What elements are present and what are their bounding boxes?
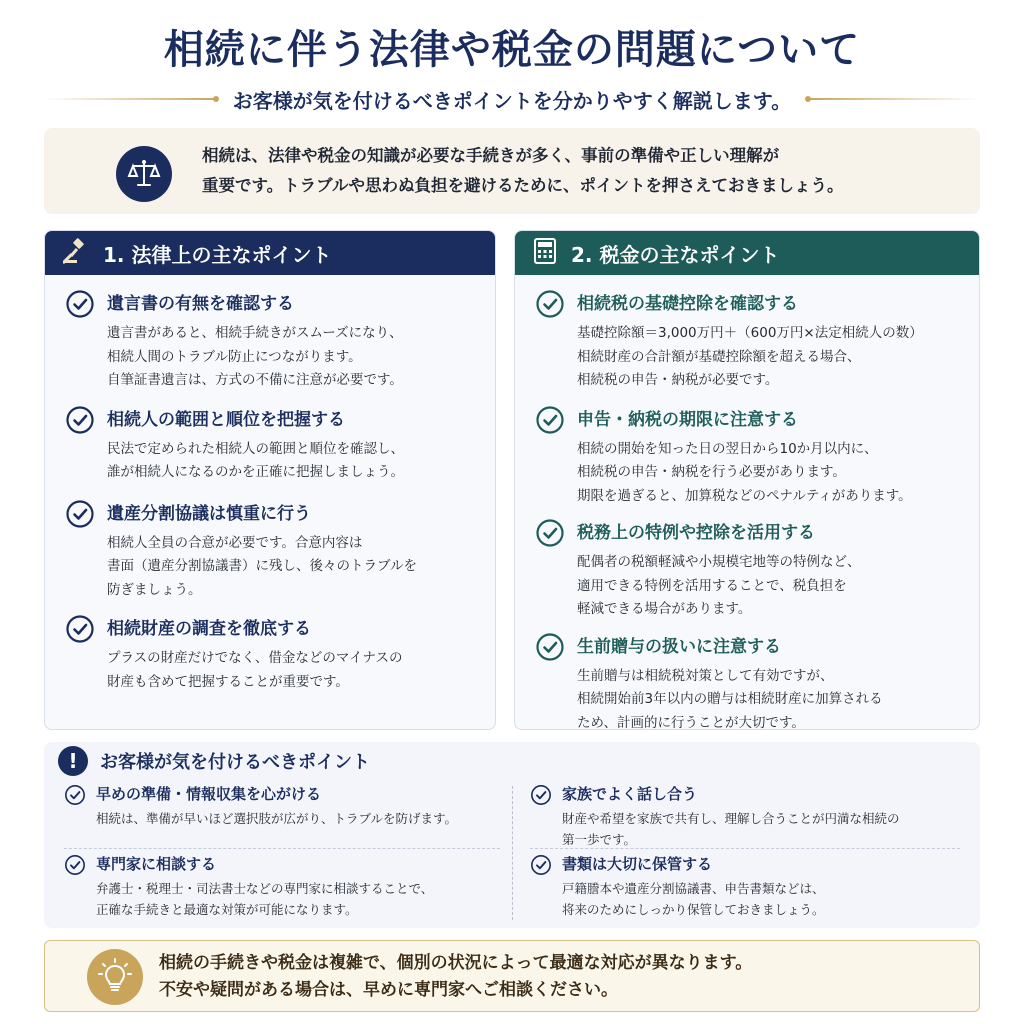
gold-divider-left (44, 98, 217, 100)
description-line: 基礎控除額＝3,000万円＋（600万円×法定相続人の数） (577, 325, 923, 341)
intro-box (44, 128, 980, 214)
advice-text (159, 950, 752, 1004)
attention-item (64, 852, 433, 920)
intro-line: 相続は、法律や税金の知識が必要な手続きが多く、事前の準備や正しい理解が (202, 146, 780, 165)
check-circle-icon (535, 632, 565, 662)
point-description (577, 551, 963, 622)
attention-item (530, 852, 825, 920)
check-circle-icon (535, 405, 565, 435)
attention-item-description (562, 808, 900, 850)
description-line: 相続財産の合計額が基礎控除額を超える場合、 (577, 348, 861, 365)
check-circle-icon (65, 405, 95, 435)
description-line: 第一歩です。 (562, 832, 637, 847)
description-line: 生前贈与は相続税対策として有効ですが、 (577, 667, 834, 684)
check-circle-icon (530, 784, 552, 806)
point-title: 遺言書の有無を確認する (107, 294, 294, 314)
point-item (61, 499, 479, 603)
attention-divider (64, 848, 500, 849)
tax-panel-title: 2. 税金の主なポイント (571, 242, 780, 267)
point-title: 申告・納税の期限に注意する (577, 409, 798, 430)
description-line: 配偶者の税額軽減や小規模宅地等の特例など、 (577, 554, 861, 570)
description-line: 相続税の申告・納税が必要です。 (577, 372, 779, 388)
description-line: プラスの財産だけでなく、借金などのマイナスの (107, 650, 403, 666)
scales-icon (116, 146, 172, 202)
attention-item-title: 書類は大切に保管する (562, 855, 713, 873)
attention-divider-vertical (512, 786, 513, 920)
point-description (107, 532, 479, 603)
description-line: 相続は、準備が早いほど選択肢が広がり、トラブルを防げます。 (96, 811, 458, 826)
legal-panel-title: 1. 法律上の主なポイント (103, 242, 332, 267)
description-line: 戸籍謄本や遺産分割協議書、申告書類などは、 (562, 881, 825, 896)
check-circle-icon (64, 784, 86, 806)
exclamation-icon: ! (58, 746, 88, 776)
check-circle-icon (65, 614, 95, 644)
description-line: 弁護士・税理士・司法書士などの専門家に相談することで、 (96, 881, 434, 896)
description-line: 相続税の申告・納税を行う必要があります。 (577, 464, 846, 480)
description-line: 誰が相続人になるのかを正確に把握しましょう。 (107, 464, 404, 480)
point-title: 遺産分割協議は慎重に行う (107, 503, 311, 524)
check-circle-icon (535, 289, 565, 319)
point-description (107, 647, 479, 694)
attention-item-title: 家族でよく話し合う (562, 785, 698, 803)
check-circle-icon (65, 499, 95, 529)
check-circle-icon (64, 854, 86, 876)
description-line: 民法で定められた相続人の範囲と順位を確認し、 (107, 440, 404, 457)
point-description (107, 438, 479, 485)
point-item (61, 289, 479, 393)
description-line: 防ぎましょう。 (107, 581, 202, 598)
attention-item-description (96, 878, 433, 920)
attention-item-title: 専門家に相談する (96, 855, 217, 873)
description-line: 軽減できる場合があります。 (577, 601, 752, 617)
point-description (107, 322, 479, 393)
point-item (531, 405, 963, 509)
attention-item-description (96, 808, 457, 829)
description-line: 将来のためにしっかり保管しておきましょう。 (562, 902, 825, 917)
point-item (61, 614, 479, 694)
legal-panel-header (45, 231, 495, 275)
point-item (531, 289, 963, 393)
attention-title: お客様が気を付けるべきポイント (100, 752, 370, 773)
description-line: 相続人全員の合意が必要です。合意内容は (107, 534, 363, 551)
attention-item-title: 早めの準備・情報収集を心がける (96, 785, 322, 803)
point-title: 税務上の特例や控除を活用する (577, 523, 815, 543)
tax-panel-header (515, 231, 979, 275)
calculator-icon (533, 238, 557, 269)
gavel-icon (63, 238, 89, 269)
attention-item (64, 782, 457, 829)
advice-line: 不安や疑問がある場合は、早めに専門家へご相談ください。 (159, 980, 618, 1000)
page-subtitle: お客様が気を付けるべきポイントを分かりやすく解説します。 (232, 88, 792, 113)
tax-points-panel (514, 230, 980, 730)
point-title: 相続財産の調査を徹底する (107, 619, 311, 639)
advice-line: 相続の手続きや税金は複雑で、個別の状況によって最適な対応が異なります。 (159, 953, 753, 973)
description-line: 相続人間のトラブル防止につながります。 (107, 348, 362, 365)
description-line: 自筆証書遺言は、方式の不備に注意が必要です。 (107, 372, 403, 388)
tax-items-list (515, 275, 979, 730)
intro-text (202, 141, 844, 201)
description-line: 期限を過ぎると、加算税などのペナルティがあります。 (577, 487, 912, 504)
intro-line: 重要です。トラブルや思わぬ負担を避けるために、ポイントを押さえておきましょう。 (202, 176, 844, 195)
description-line: 正確な手続きと最適な対策が可能になります。 (96, 902, 358, 917)
point-description (577, 322, 963, 393)
check-circle-icon (65, 289, 95, 319)
description-line: 遺言書があると、相続手続きがスムーズになり、 (107, 325, 403, 341)
gold-divider-right (807, 98, 980, 100)
description-line: 相続開始前3年以内の贈与は相続財産に加算される (577, 691, 883, 707)
description-line: ため、計画的に行うことが大切です。 (577, 714, 805, 730)
advice-box (44, 940, 980, 1012)
lightbulb-icon (87, 949, 143, 1005)
description-line: 書面（遺産分割協議書）に残し、後々のトラブルを (107, 558, 417, 574)
description-line: 財産や希望を家族で共有し、理解し合うことが円満な相続の (562, 811, 900, 826)
attention-header (58, 746, 370, 776)
attention-box (44, 742, 980, 928)
point-item (61, 405, 479, 485)
point-item (531, 518, 963, 622)
point-description (577, 665, 963, 731)
page-title: 相続に伴う法律や税金の問題について (163, 26, 861, 73)
point-description (577, 438, 963, 509)
description-line: 適用できる特例を活用することで、税負担を (577, 577, 847, 594)
check-circle-icon (535, 518, 565, 548)
check-circle-icon (530, 854, 552, 876)
point-title: 相続税の基礎控除を確認する (577, 294, 798, 314)
description-line: 相続の開始を知った日の翌日から10か月以内に、 (577, 440, 878, 457)
subtitle-row (44, 82, 980, 116)
point-title: 相続人の範囲と順位を把握する (107, 409, 345, 430)
legal-items-list (45, 275, 495, 694)
attention-item (530, 782, 900, 850)
point-title: 生前贈与の扱いに注意する (577, 636, 781, 657)
point-item (531, 632, 963, 731)
attention-item-description (562, 878, 825, 920)
legal-points-panel (44, 230, 496, 730)
description-line: 財産も含めて把握することが重要です。 (107, 673, 349, 690)
